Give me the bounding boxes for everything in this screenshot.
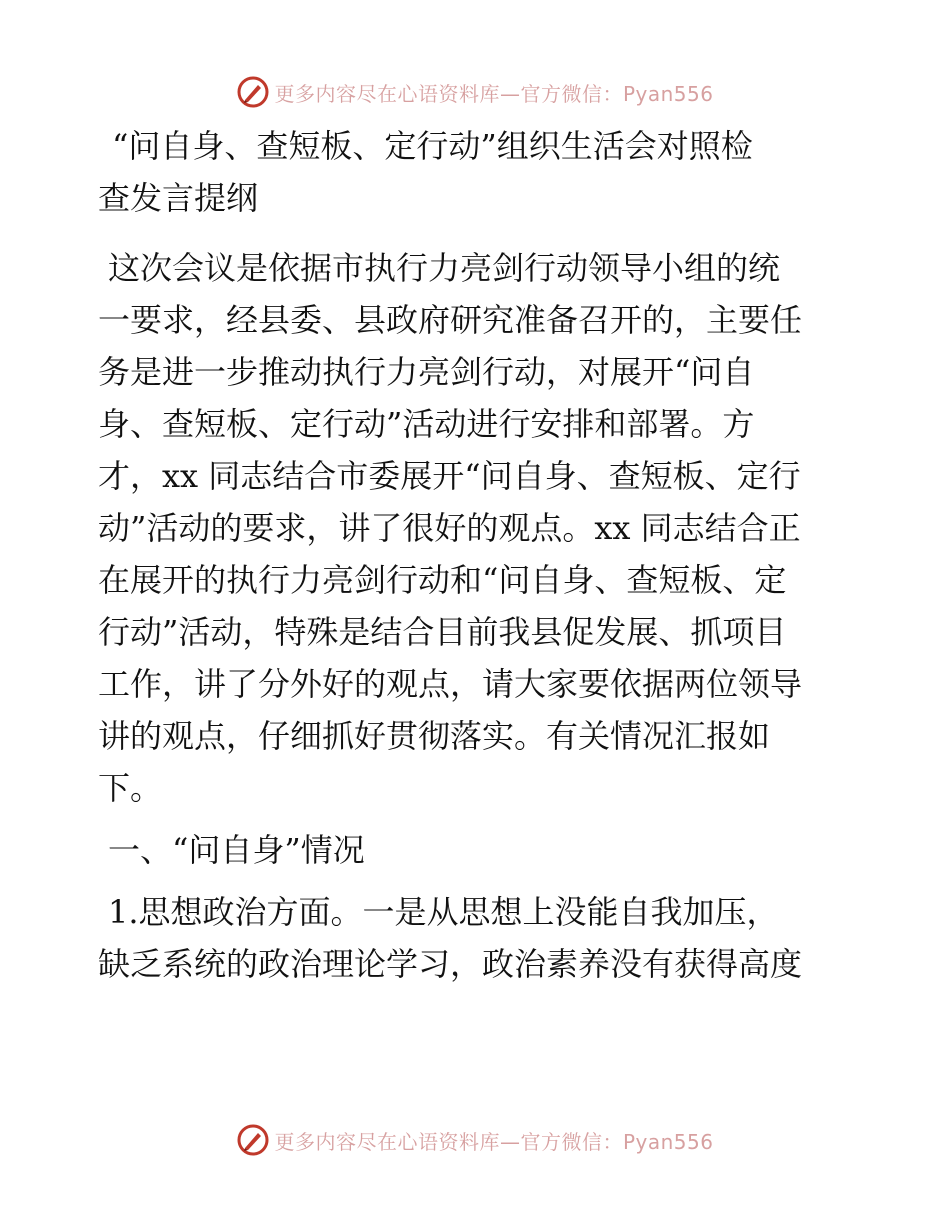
document-page <box>98 120 858 990</box>
document-title <box>98 120 858 224</box>
paragraph-line: 缺乏系统的政治理论学习，政治素养没有获得高度 <box>98 945 803 983</box>
title-line: “问自身、查短板、定行动”组织生活会对照检 <box>112 127 753 165</box>
item1-paragraph <box>98 886 858 990</box>
paragraph-line: 工作，讲了分外好的观点，请大家要依据两位领导 <box>98 665 803 703</box>
paragraph-line: 身、查短板、定行动”活动进行安排和部署。方 <box>98 405 755 443</box>
paragraph-line: 行动”活动，特殊是结合目前我县促发展、抓项目 <box>98 613 787 651</box>
watermark-text: 更多内容尽在心语资料库—官方微信：Pyan556 <box>274 1129 714 1154</box>
footer-watermark <box>0 1120 950 1160</box>
paragraph-line: 动”活动的要求，讲了很好的观点。xx 同志结合正 <box>98 509 801 547</box>
paragraph-line: 才，xx 同志结合市委展开“问自身、查短板、定行 <box>98 457 801 495</box>
paragraph-line: 务是进一步推动执行力亮剑行动，对展开“问自 <box>98 353 755 391</box>
pen-circle-logo-icon <box>236 75 270 109</box>
paragraph-line: 一要求，经县委、县政府研究准备召开的，主要任 <box>98 301 803 339</box>
watermark-text: 更多内容尽在心语资料库—官方微信：Pyan556 <box>274 81 714 106</box>
paragraph-line: 这次会议是依据市执行力亮剑行动领导小组的统 <box>108 249 781 287</box>
intro-paragraph <box>98 242 858 814</box>
pen-circle-logo-icon <box>236 1123 270 1157</box>
section-heading: 一、“问自身”情况 <box>108 831 365 869</box>
paragraph-line: 讲的观点，仔细抓好贯彻落实。有关情况汇报如 <box>98 717 771 755</box>
paragraph-line: 1.思想政治方面。一是从思想上没能自我加压， <box>108 893 779 931</box>
paragraph-line: 在展开的执行力亮剑行动和“问自身、查短板、定 <box>98 561 787 599</box>
title-line: 查发言提纲 <box>98 179 259 217</box>
header-watermark <box>0 72 950 112</box>
paragraph-line: 下。 <box>98 769 163 807</box>
